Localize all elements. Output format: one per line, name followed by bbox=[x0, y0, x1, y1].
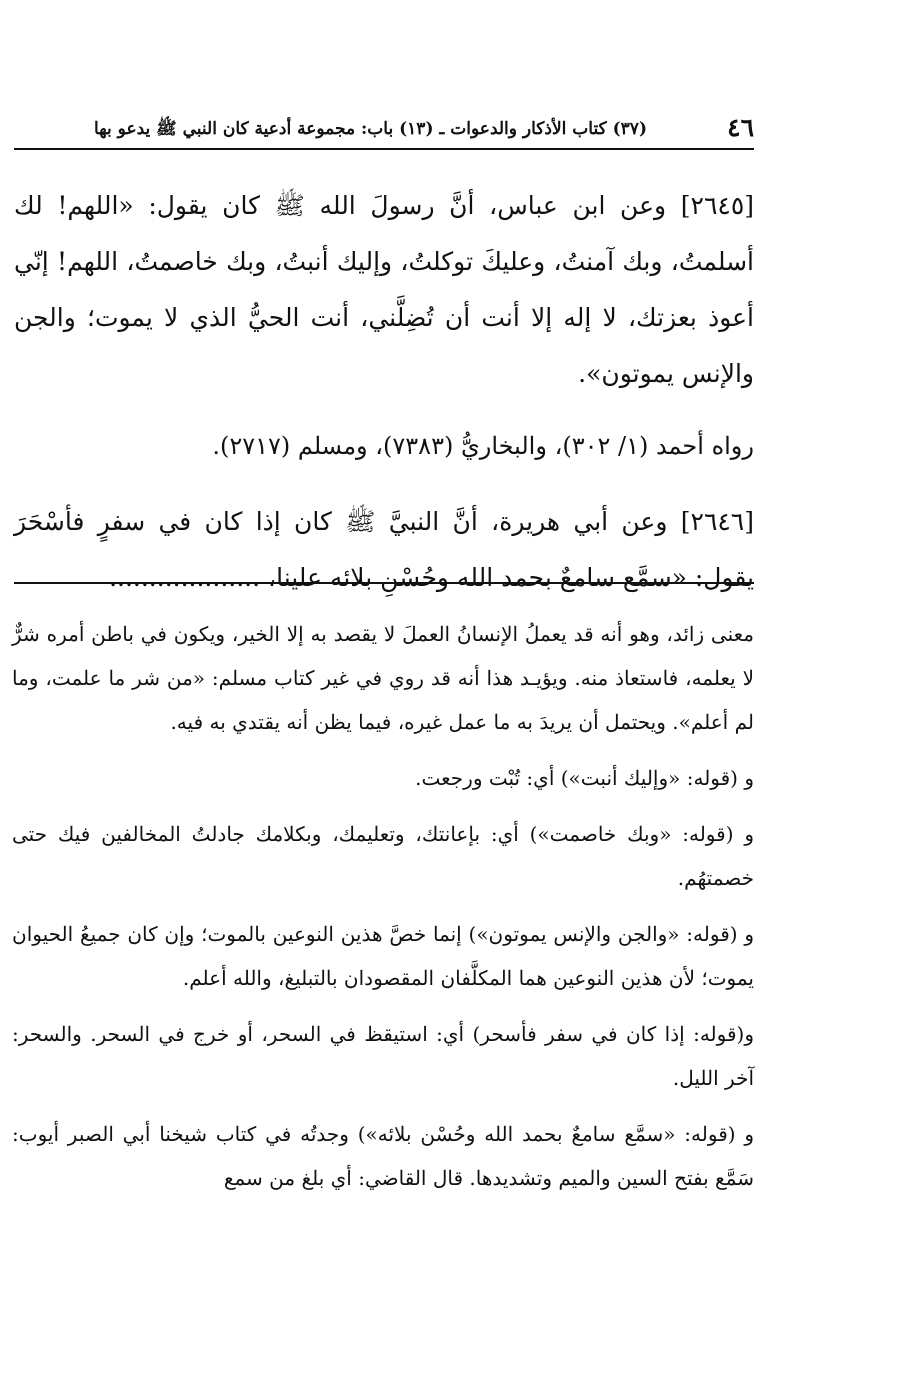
running-head: (٣٧) كتاب الأذكار والدعوات ـ (١٣) باب: مجموعة أدعية كان النبي ﷺ يدعو بها bbox=[94, 119, 647, 139]
hadith-2645 bbox=[14, 178, 754, 402]
page-number: ٤٦ bbox=[727, 113, 754, 142]
commentary-paragraph: و (قوله: «وبك خاصمت») أي: بإعانتك، وتعليمك، وبكلامك جادلتُ المخالفين فيك حتى خصمتهُم. bbox=[12, 822, 754, 890]
commentary-paragraph: و (قوله: «وإليك أنبت») أي: تُبْت ورجعت. bbox=[415, 766, 754, 790]
footnote-rule bbox=[14, 582, 754, 584]
main-text bbox=[14, 178, 754, 626]
hadith-number: [٢٦٤٥] bbox=[680, 191, 755, 220]
commentary-paragraph: معنى زائد، وهو أنه قد يعملُ الإنسانُ العملَ لا يقصد به إلا الخير، ويكون في باطن أمره شرٌّ لا يعلمه، فاستعاذ منه. ويؤيـد هذا أنه قد روي في غير كتاب مسلم: «من شر ما علمت، وما لم أعلم». ويحتمل أن يريدَ به ما عمل غيره، فيما يظن أنه يقتدي به فيه. bbox=[12, 622, 754, 734]
commentary-paragraph: و (قوله: «والجن والإنس يموتون») إنما خصَّ هذين النوعين بالموت؛ وإن كان جميعُ الحيوان يموت؛ لأن هذين النوعين هما المكلَّفان المقصودان بالتبليغ، والله أعلم. bbox=[12, 922, 754, 990]
page-header bbox=[14, 112, 754, 146]
hadith-text: وعن أبي هريرة، أنَّ النبيَّ ﷺ كان إذا كان في سفرٍ فأسْحَرَ يقول: «سمَّع سامعٌ بحمد الله وحُسْنِ بلائه علينا، bbox=[14, 507, 754, 592]
commentary-paragraph: و(قوله: إذا كان في سفر فأسحر) أي: استيقظ في السحر، أو خرج في السحر. والسحر: آخر الليل. bbox=[12, 1022, 754, 1090]
hadith-number: [٢٦٤٦] bbox=[680, 507, 754, 536]
commentary-paragraph: و (قوله: «سمَّع سامعٌ بحمد الله وحُسْن بلائه») وجدتُه في كتاب شيخنا أبي الصبر أيوب: سَمَّع بفتح السين والميم وتشديدها. قال القاضي: أي بلغ من سمع bbox=[12, 1122, 754, 1190]
hadith-2646 bbox=[14, 494, 754, 606]
commentary bbox=[12, 612, 754, 1212]
hadith-text: وعن ابن عباس، أنَّ رسولَ الله ﷺ كان يقول: «اللهم! لك أسلمتُ، وبك آمنتُ، وعليكَ توكلتُ، وإليك أنبتُ، وبك خاصمتُ، اللهم! إنّي أعوذ بعزتك، لا إله إلا أنت أن تُضِلَّني، أنت الحيُّ الذي لا يموت؛ والجن والإنس يموتون». bbox=[14, 191, 754, 388]
hadith-citation: رواه أحمد (١/ ٣٠٢)، والبخاريُّ (٧٣٨٣)، ومسلم (٢٧١٧). bbox=[212, 432, 754, 460]
header-rule bbox=[14, 148, 754, 150]
continuation-dots: ................... bbox=[109, 563, 261, 592]
